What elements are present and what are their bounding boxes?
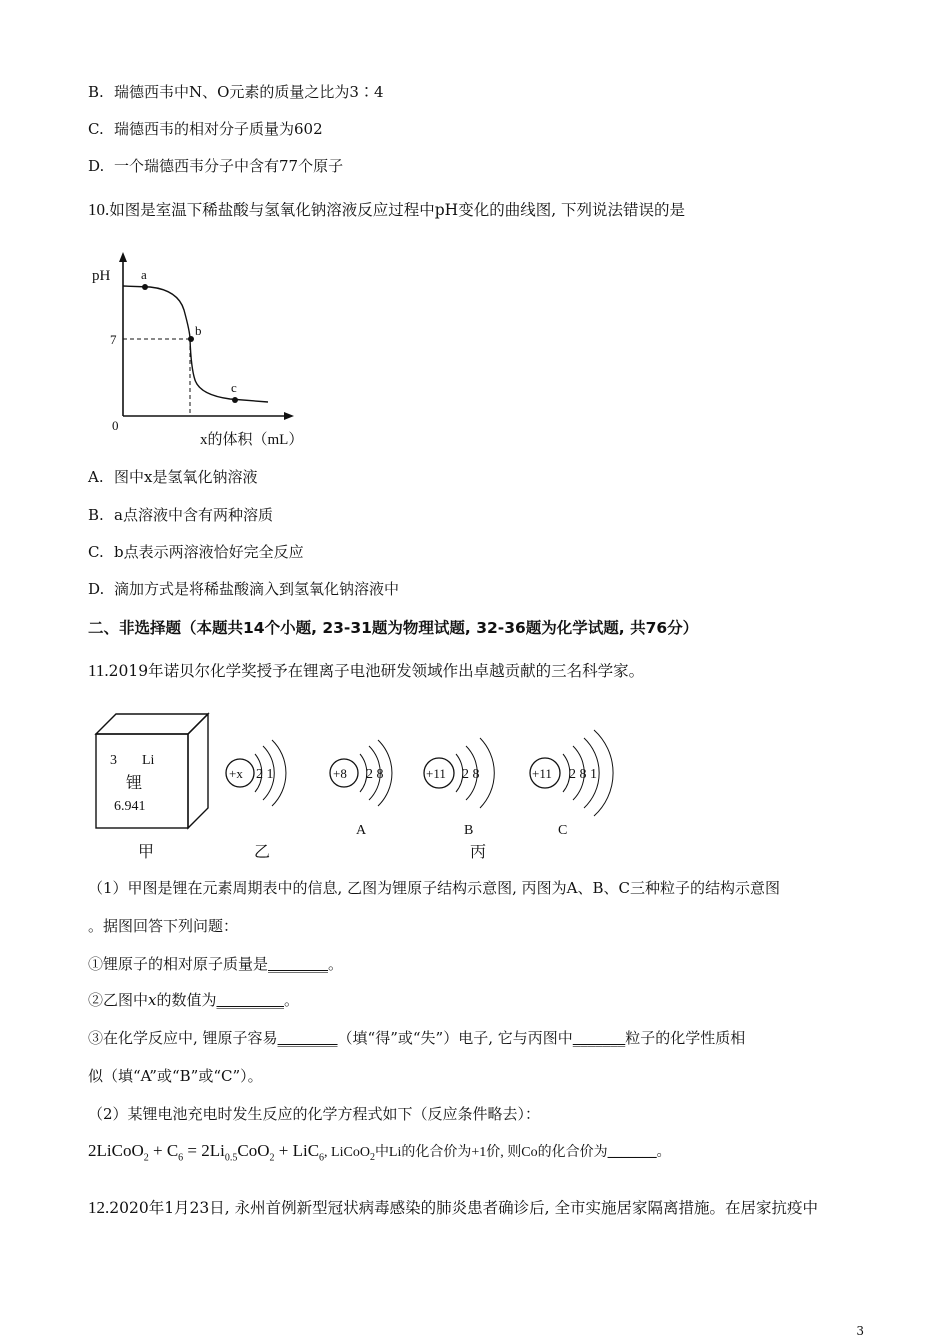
y-tick-label: 7	[110, 332, 117, 347]
sub3-text-c: 粒子的化学性质相	[625, 1029, 746, 1047]
equation-tail-a: , LiCoO	[324, 1145, 370, 1160]
option-letter: D.	[88, 157, 105, 175]
label-yi: 乙	[254, 844, 271, 861]
answer-blank[interactable]: _______	[607, 1145, 657, 1160]
label-bing: 丙	[470, 844, 487, 861]
sub2-mid: 的数值为	[156, 991, 217, 1009]
equation-tail-b: 中Li的化合价为+1价, 则Co的化合价为	[374, 1145, 608, 1160]
chemical-equation: 2LiCoO$_2$ + $C_6 = 2Li_{0.5}CoO_2 + LiC_6$, LiCoO$_2$中Li的化合价为+1价, 则Co的化合价为_______。	[88, 1141, 671, 1164]
element-cube	[96, 714, 208, 828]
nucleus-charge: +11	[532, 766, 552, 781]
answer-blank[interactable]: ________	[268, 955, 329, 973]
point-c-label: c	[231, 380, 237, 395]
nucleus-charge: +8	[333, 766, 347, 781]
label-jia: 甲	[138, 844, 155, 861]
q11-part1-line2: 。据图回答下列问题：	[88, 917, 239, 935]
q10-option-c	[88, 542, 304, 562]
option-text: 滴加方式是将稀盐酸滴入到氢氧化钠溶液中	[114, 580, 400, 598]
nucleus-charge: +11	[426, 766, 446, 781]
answer-blank[interactable]: _________	[216, 991, 284, 1009]
question-number: 12.	[88, 1198, 110, 1217]
sub3-text-a: ③在化学反应中, 锂原子容易	[88, 1029, 278, 1047]
option-text: b点表示两溶液恰好完全反应	[114, 543, 304, 561]
q11-part2: （2）某锂电池充电时发生反应的化学方程式如下（反应条件略去）：	[88, 1105, 541, 1123]
option-letter: B.	[88, 506, 104, 524]
question-text: 2019年诺贝尔化学奖授予在锂离子电池研发领域作出卓越贡献的三名科学家。	[108, 662, 645, 680]
option-text: 瑞德西韦的相对分子质量为602	[114, 120, 323, 138]
equation-formula: 2LiCoO$_2$ + $C_6 = 2Li_{0.5}CoO_2 + LiC_6$	[88, 1141, 325, 1164]
point-a-label: a	[141, 267, 147, 282]
sub2-text: ②乙图中	[88, 991, 149, 1009]
q10-option-b	[88, 505, 273, 525]
point-a	[142, 284, 148, 290]
electron-shells: 2 8	[366, 767, 384, 782]
nucleus-charge: +x	[229, 766, 243, 781]
q11-sub3-cont: 似（填“A”或“B”或“C”）。	[88, 1067, 263, 1085]
electron-shells: 2 1	[256, 767, 274, 782]
point-b-label: b	[195, 323, 202, 338]
sub2-end: 。	[284, 991, 300, 1009]
option-text: 图中x是氢氧化钠溶液	[114, 468, 258, 486]
particle-b-diagram	[424, 738, 494, 808]
option-b	[88, 82, 384, 102]
point-c	[232, 397, 238, 403]
variable-x: x	[148, 991, 157, 1009]
page-number: 3	[856, 1324, 864, 1338]
sub3-text-b: （填“得”或“失”）电子, 它与丙图中	[337, 1029, 573, 1047]
option-letter: A.	[88, 468, 104, 486]
atom-structure-figure	[90, 712, 620, 864]
option-text: a点溶液中含有两种溶质	[114, 506, 273, 524]
q11-sub1	[88, 954, 343, 974]
lithium-atom-diagram	[226, 740, 286, 806]
element-name: 锂	[126, 775, 143, 792]
electron-shells: 2 8 1	[569, 767, 597, 782]
answer-blank[interactable]: ________	[277, 1029, 338, 1047]
atomic-number: 3	[110, 753, 117, 768]
q11-sub2	[88, 990, 299, 1010]
x-axis-arrow	[284, 412, 294, 420]
q10-option-a	[88, 467, 257, 487]
particle-a-diagram	[330, 740, 392, 806]
question-number: 10.	[88, 200, 110, 219]
particle-c-diagram	[530, 730, 613, 816]
x-axis-label: x的体积（mL）	[200, 432, 304, 448]
question-text: 2020年1月23日, 永州首例新型冠状病毒感染的肺炎患者确诊后, 全市实施居家隔离措施。在居家抗疫中	[109, 1199, 818, 1217]
question-text: 如图是室温下稀盐酸与氢氧化钠溶液反应过程中pH变化的曲线图, 下列说法错误的是	[109, 201, 686, 219]
equation-end: 。	[656, 1145, 671, 1160]
question-number: 11.	[88, 661, 109, 680]
option-d	[88, 156, 343, 176]
answer-blank[interactable]: _______	[572, 1029, 626, 1047]
y-axis-arrow	[119, 252, 127, 262]
section-heading: 二、非选择题（本题共14个小题, 23-31题为物理试题, 32-36题为化学试题, 共76分）	[88, 619, 699, 637]
option-letter: D.	[88, 580, 105, 598]
question-11-stem	[88, 661, 644, 681]
option-letter: C.	[88, 543, 104, 561]
element-symbol: Li	[142, 753, 155, 768]
electron-shells: 2 8	[462, 767, 480, 782]
option-letter: B.	[88, 83, 104, 101]
option-letter: C.	[88, 120, 104, 138]
y-axis-label: pH	[92, 268, 111, 284]
sub1-text: ①锂原子的相对原子质量是	[88, 955, 269, 973]
label-c: C	[558, 823, 568, 838]
option-text: 一个瑞德西韦分子中含有77个原子	[114, 157, 344, 175]
point-b	[188, 336, 194, 342]
sub1-end: 。	[328, 955, 344, 973]
q10-option-d	[88, 579, 399, 599]
origin-label: 0	[112, 418, 119, 433]
atomic-mass: 6.941	[114, 799, 146, 814]
q11-sub3	[88, 1028, 745, 1048]
ph-curve	[123, 286, 268, 402]
question-10-stem	[88, 200, 685, 220]
label-a: A	[356, 823, 367, 838]
ph-chart	[80, 250, 320, 455]
question-12-stem	[88, 1198, 818, 1218]
label-b: B	[464, 823, 474, 838]
option-c	[88, 119, 323, 139]
option-text: 瑞德西韦中N、O元素的质量之比为3∶4	[114, 83, 384, 101]
q11-part1-line1: （1）甲图是锂在元素周期表中的信息, 乙图为锂原子结构示意图, 丙图为A、B、C三种粒子的结构示意图	[88, 879, 780, 897]
